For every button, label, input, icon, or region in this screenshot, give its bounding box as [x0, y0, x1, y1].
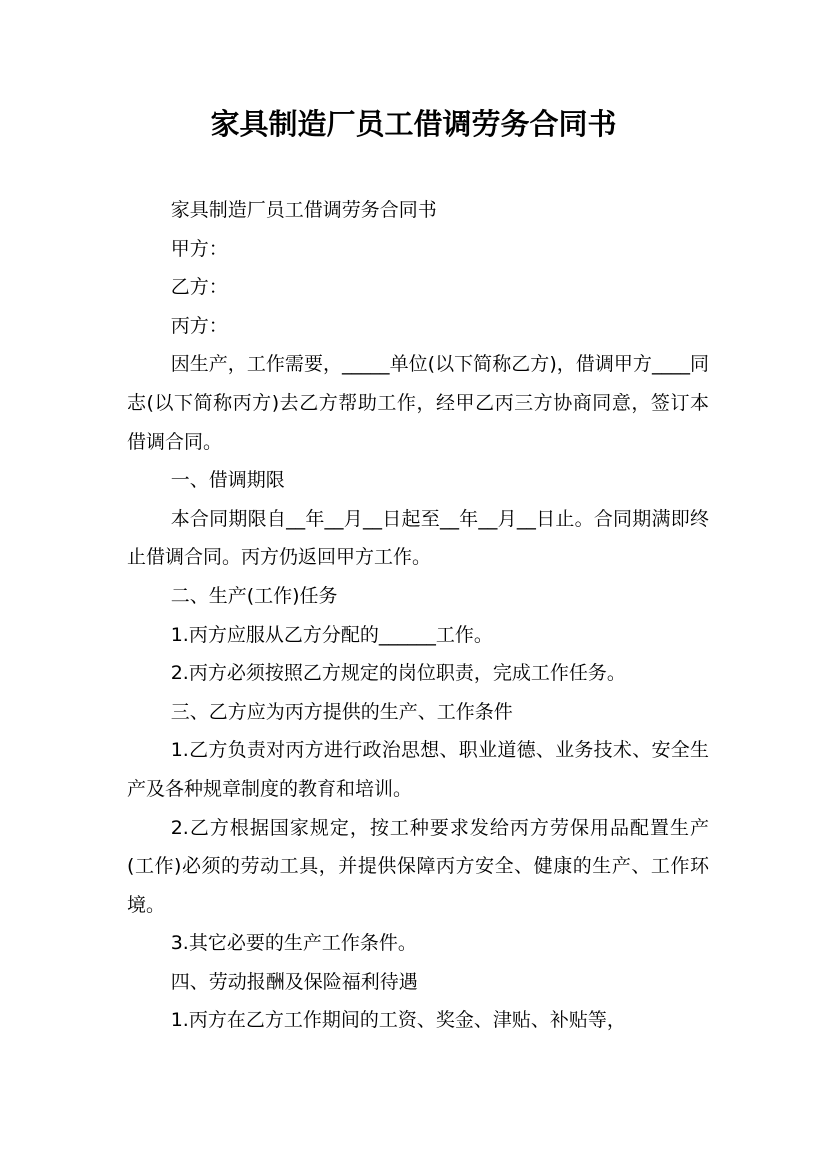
section-heading-tasks: 二、生产(工作)任务 — [170, 584, 338, 607]
section-heading-term: 一、借调期限 — [170, 469, 285, 492]
section-heading-remuneration: 四、劳动报酬及保险福利待遇 — [170, 970, 418, 993]
document-body — [127, 191, 709, 1040]
paragraph-intro: 因生产，工作需要，_____单位(以下简称乙方)，借调甲方____同志(以下简称丙方)去乙方帮助工作，经甲乙丙三方协商同意，签订本借调合同。 — [127, 353, 709, 453]
paragraph-heading-repeat: 家具制造厂员工借调劳务合同书 — [170, 199, 437, 221]
paragraph-condition-1: 1.乙方负责对丙方进行政治思想、职业道德、业务技术、安全生产及各种规章制度的教育和培训。 — [127, 739, 709, 800]
document-title: 家具制造厂员工借调劳务合同书 — [210, 107, 617, 141]
paragraph-party-b: 乙方： — [170, 276, 228, 299]
section-heading-conditions: 三、乙方应为丙方提供的生产、工作条件 — [170, 700, 513, 723]
paragraph-task-1: 1.丙方应服从乙方分配的______工作。 — [170, 623, 493, 646]
paragraph-condition-2: 2.乙方根据国家规定，按工种要求发给丙方劳保用品配置生产(工作)必须的劳动工具，并提供保障丙方安全、健康的生产、工作环境。 — [127, 816, 709, 916]
paragraph-term: 本合同期限自__年__月__日起至__年__月__日止。合同期满即终止借调合同。丙方仍返回甲方工作。 — [127, 507, 709, 569]
paragraph-party-c: 丙方： — [170, 314, 228, 337]
paragraph-condition-3: 3.其它必要的生产工作条件。 — [170, 932, 417, 955]
paragraph-party-a: 甲方： — [170, 237, 228, 260]
paragraph-task-2: 2.丙方必须按照乙方规定的岗位职责，完成工作任务。 — [170, 662, 626, 685]
paragraph-remuneration-1: 1.丙方在乙方工作期间的工资、奖金、津贴、补贴等， — [170, 1009, 626, 1032]
